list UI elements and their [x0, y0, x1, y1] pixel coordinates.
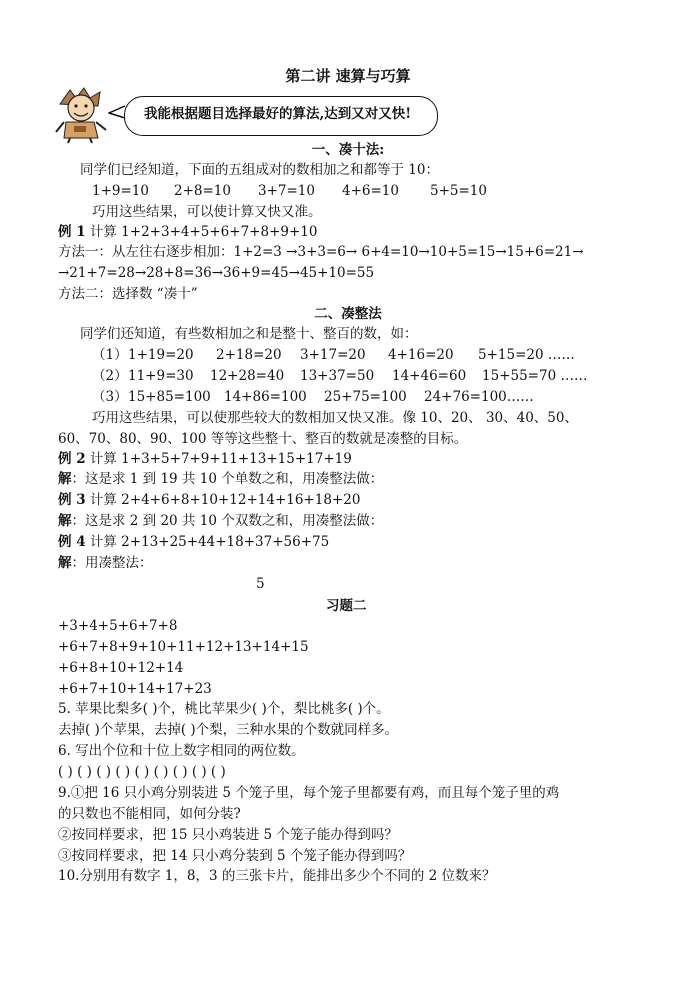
section2-note-2: 60、70、80、90、100 等等这些整十、整百的数就是凑整的目标。	[58, 431, 468, 447]
question-6: 6. 写出个位和十位上数字相同的两位数。	[58, 743, 305, 759]
question-6-blanks: ( ) ( ) ( ) ( ) ( ) ( ) ( ) ( ) ( )	[58, 764, 226, 780]
section1-intro: 同学们已经知道，下面的五组成对的数相加之和都等于 10：	[80, 162, 439, 178]
example-4	[58, 532, 329, 552]
exercise-line-3: +6+8+10+12+14	[58, 660, 184, 676]
group-item: 5+15=20 ……	[478, 347, 575, 363]
example-label: 例 2	[58, 451, 86, 467]
solution-text: ：这是求 2 到 20 共 10 个双数之和，用凑整法做：	[71, 513, 384, 529]
example-3	[58, 490, 360, 510]
group-item: 1+19=20	[128, 347, 194, 363]
solution-text: ：用凑整法：	[71, 555, 153, 571]
group-item: 2+18=20	[216, 347, 282, 363]
group-label: （2）	[92, 368, 128, 384]
group-item: 4+16=20	[388, 347, 454, 363]
group-2-row	[92, 366, 587, 386]
group-item: 14+86=100	[224, 389, 307, 405]
solution-label: 解	[58, 513, 72, 529]
group-item: 11+9=30	[128, 368, 194, 384]
example-label: 例 4	[58, 534, 86, 550]
example-text: 计算 2+13+25+44+18+37+56+75	[89, 534, 330, 550]
group-item: 3+17=20	[300, 347, 366, 363]
page-title: 第二讲 速算与巧算	[285, 67, 411, 85]
group-label: （1）	[92, 347, 128, 363]
group-item: 12+28=40	[210, 368, 285, 384]
speech-bubble-text: 我能根据题目选择最好的算法,达到又对又快!	[144, 106, 412, 122]
example-text: 计算 1+2+3+4+5+6+7+8+9+10	[89, 224, 318, 240]
method-1-line-2: →21+7=28→28+8=36→36+9=45→45+10=55	[58, 265, 375, 281]
example-text: 计算 1+3+5+7+9+11+13+15+17+19	[89, 451, 352, 467]
solution-text: ：这是求 1 到 19 共 10 个单数之和，用凑整法做：	[71, 471, 384, 487]
group-item: 14+46=60	[392, 368, 467, 384]
group-item: 13+37=50	[300, 368, 375, 384]
section2-note-1: 巧用这些结果，可以使那些较大的数相加又快又准。像 10、20、 30、40、50、	[92, 410, 578, 426]
page-number: 5	[256, 576, 265, 592]
example-label: 例 3	[58, 492, 86, 508]
pair-item: 5+5=10	[430, 183, 487, 199]
sum-pairs-row	[92, 181, 487, 201]
group-item: 24+76=100……	[424, 389, 534, 405]
solution-label: 解	[58, 555, 72, 571]
section2-intro: 同学们还知道，有些数相加之和是整十、整百的数，如：	[80, 326, 418, 342]
exercise-line-2: +6+7+8+9+10+11+12+13+14+15	[58, 639, 309, 655]
exercise-line-1: +3+4+5+6+7+8	[58, 618, 178, 634]
question-9-line-1: 9.①把 16 只小鸡分别装进 5 个笼子里，每个笼子里都要有鸡，而且每个笼子里的鸡	[58, 785, 560, 801]
question-9-line-3: ②按同样要求，把 15 只小鸡装进 5 个笼子能办得到吗？	[58, 827, 398, 843]
section-heading-2: 二、凑整法	[314, 306, 382, 322]
question-5-line-1: 5. 苹果比梨多( )个，桃比苹果少( )个，梨比桃多( )个。	[58, 701, 390, 717]
group-3-row	[92, 387, 534, 407]
example-text: 计算 2+4+6+8+10+12+14+16+18+20	[89, 492, 361, 508]
example-1	[58, 222, 317, 242]
group-item: 15+55=70 ……	[482, 368, 588, 384]
method-2: 方法二：选择数 “凑十”	[58, 286, 198, 302]
question-5-line-2: 去掉( )个苹果，去掉( )个梨，三种水果的个数就同样多。	[58, 722, 399, 738]
solution-4	[58, 553, 153, 573]
cartoon-boy-icon	[54, 86, 110, 144]
method-1-line-1: 方法一：从左往右逐步相加：1+2=3 →3+3=6→ 6+4=10→10+5=15→15+6=21→	[58, 244, 584, 260]
section1-note: 巧用这些结果，可以使计算又快又准。	[92, 204, 322, 220]
solution-2	[58, 469, 383, 489]
pair-item: 4+6=10	[342, 183, 399, 199]
pair-item: 2+8=10	[174, 183, 231, 199]
solution-label: 解	[58, 471, 72, 487]
group-label: （3）	[92, 389, 128, 405]
pair-item: 1+9=10	[92, 183, 149, 199]
example-label: 例 1	[58, 224, 86, 240]
group-item: 25+75=100	[324, 389, 407, 405]
question-9-line-4: ③按同样要求，把 14 只小鸡分装到 5 个笼子能办得到吗？	[58, 848, 412, 864]
exercise-line-4: +6+7+10+14+17+23	[58, 681, 212, 697]
example-2	[58, 449, 352, 469]
question-9-line-2: 的只数也不能相同，如何分装?	[58, 806, 241, 822]
pair-item: 3+7=10	[258, 183, 315, 199]
group-item: 15+85=100	[128, 389, 211, 405]
group-1-row	[92, 345, 575, 365]
section-heading-1: 一、凑十法:	[311, 142, 385, 158]
question-10: 10.分别用有数字 1，8，3 的三张卡片，能排出多少个不同的 2 位数来？	[58, 868, 496, 884]
solution-3	[58, 511, 383, 531]
exercise-title: 习题二	[326, 598, 367, 614]
